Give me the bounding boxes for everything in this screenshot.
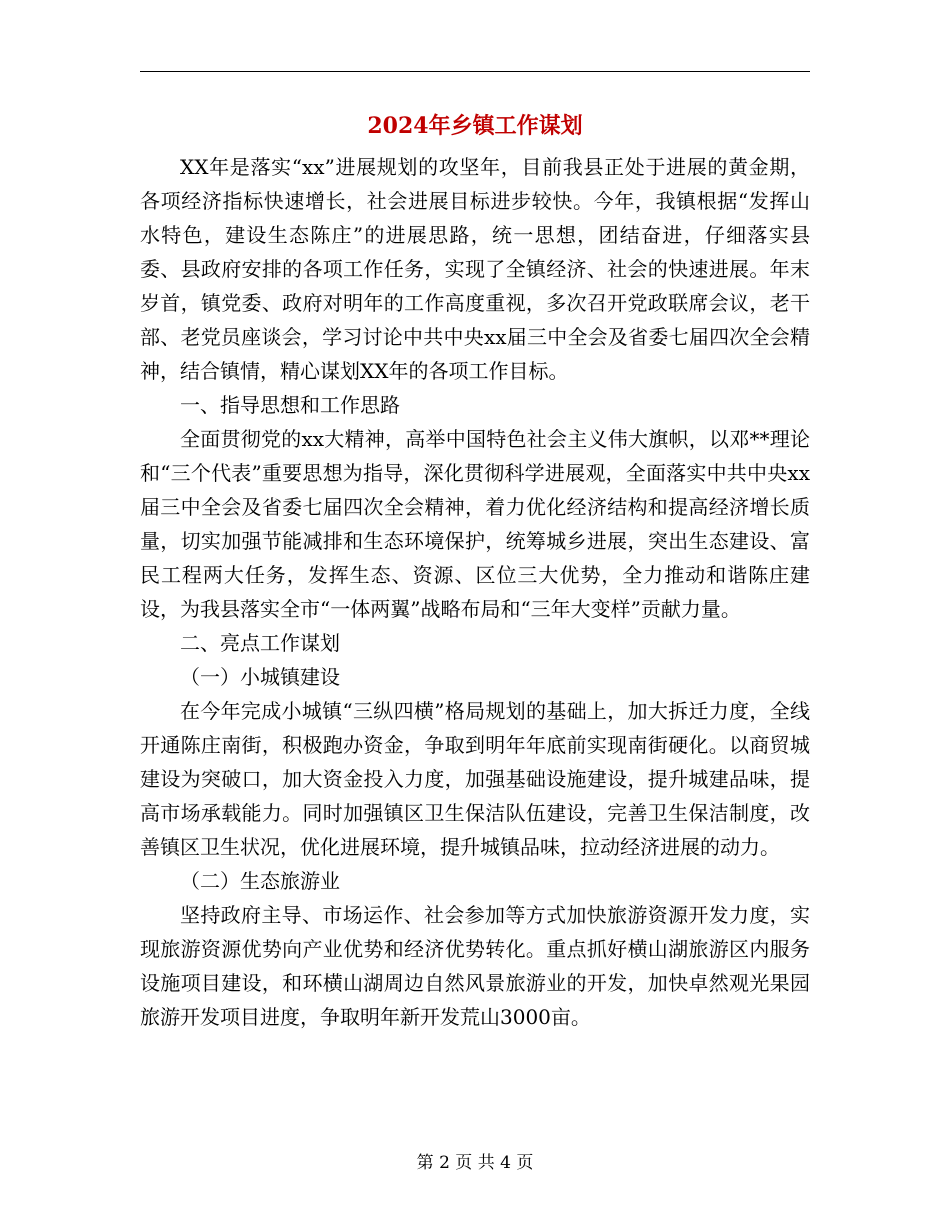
section-heading-guiding-ideology: 一、指导思想和工作思路 [180,393,400,417]
guiding-ideology-paragraph: 全面贯彻党的xx大精神，高举中国特色社会主义伟大旗帜，以邓**理论和“三个代表”重要思想为指导，深化贯彻科学进展观，全面落实中共中央xx届三中全会及省委七届四次全会精神，着力优化经济结构和提高经济增长质量，切实加强节能减排和生态环境保护，统筹城乡进展，突出生态建设、富民工程两大任务，发挥生态、资源、区位三大优势，全力推动和谐陈庄建设，为我县落实全市“一体两翼”战略布局和“三年大变样”贡献力量。 [140,427,810,621]
page-number-footer: 第 2 页 共 4 页 [416,1153,534,1173]
document-title: 2024年乡镇工作谋划 [367,113,583,139]
intro-paragraph: XX年是落实“xx”进展规划的攻坚年，目前我县正处于进展的黄金期，各项经济指标快速增长，社会进展目标进步较快。今年，我镇根据“发挥山水特色，建设生态陈庄”的进展思路，统一思想，团结奋进，仔细落实县委、县政府安排的各项工作任务，实现了全镇经济、社会的快速进展。年末岁首，镇党委、政府对明年的工作高度重视，多次召开党政联席会议，老干部、老党员座谈会，学习讨论中共中央xx届三中全会及省委七届四次全会精神，结合镇情，精心谋划XX年的各项工作目标。 [140,155,810,383]
section-heading-highlight-work: 二、亮点工作谋划 [180,631,340,655]
eco-tourism-paragraph: 坚持政府主导、市场运作、社会参加等方式加快旅游资源开发力度，实现旅游资源优势向产业优势和经济优势转化。重点抓好横山湖旅游区内服务设施项目建设，和环横山湖周边自然风景旅游业的开发，加快卓然观光果园旅游开发项目进度，争取明年新开发荒山3000亩。 [140,903,810,1029]
subheading-small-town: （一）小城镇建设 [180,665,340,689]
small-town-paragraph: 在今年完成小城镇“三纵四横”格局规划的基础上，加大拆迁力度，全线开通陈庄南街，积极跑办资金，争取到明年年底前实现南街硬化。以商贸城建设为突破口，加大资金投入力度，加强基础设施建设，提升城建品味，提高市场承载能力。同时加强镇区卫生保洁队伍建设，完善卫生保洁制度，改善镇区卫生状况，优化进展环境，提升城镇品味，拉动经济进展的动力。 [140,699,810,859]
document-body [140,150,810,1034]
subheading-eco-tourism: （二）生态旅游业 [180,869,340,893]
header-rule [140,71,810,72]
